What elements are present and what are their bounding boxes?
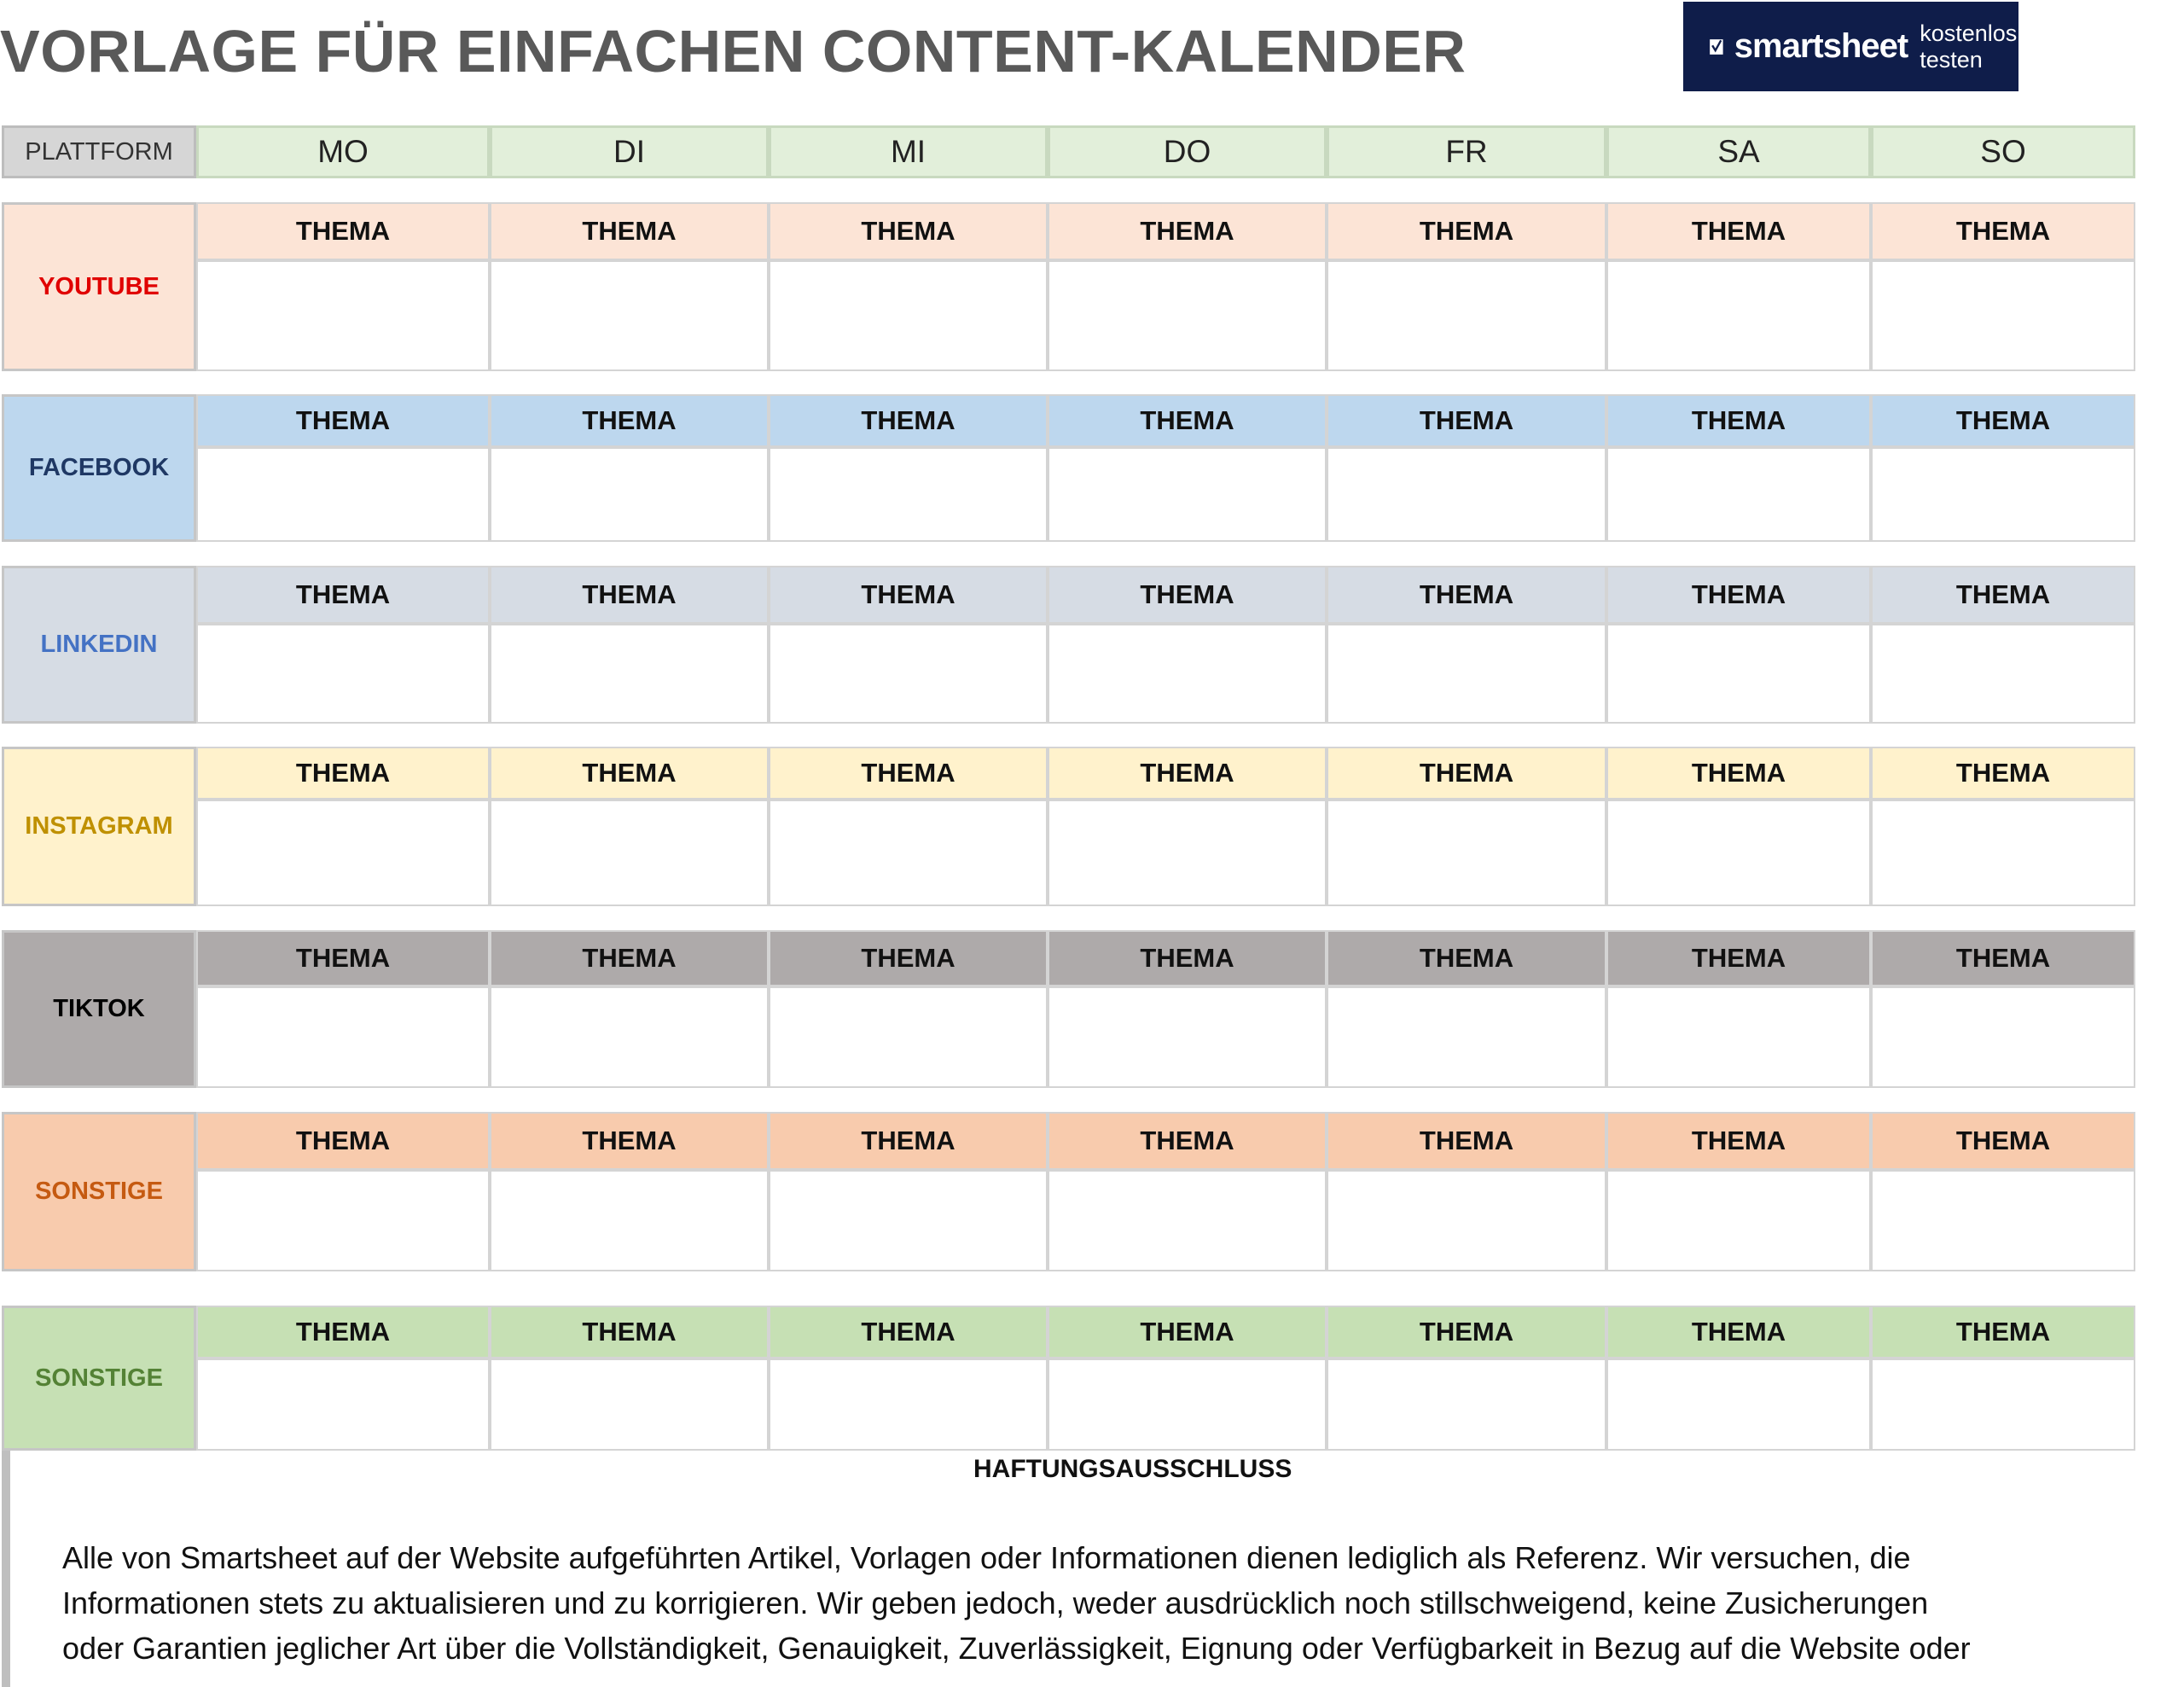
content-cell[interactable] <box>1871 260 2135 371</box>
content-cell[interactable] <box>1606 986 1871 1088</box>
platform-label-sonstige: SONSTIGE <box>2 1306 196 1451</box>
topic-cell[interactable]: THEMA <box>1327 202 1606 260</box>
content-cell[interactable] <box>1327 986 1606 1088</box>
topic-cell[interactable]: THEMA <box>1871 930 2135 986</box>
topic-cell[interactable]: THEMA <box>490 1306 769 1358</box>
topic-cell[interactable]: THEMA <box>1871 1112 2135 1170</box>
topic-cell[interactable]: THEMA <box>1048 1112 1327 1170</box>
platform-label-linkedin: LINKEDIN <box>2 566 196 724</box>
topic-cell[interactable]: THEMA <box>196 1306 490 1358</box>
topic-cell[interactable]: THEMA <box>1327 1306 1606 1358</box>
topic-cell[interactable]: THEMA <box>490 747 769 800</box>
topic-cell[interactable]: THEMA <box>196 747 490 800</box>
content-cell[interactable] <box>196 1358 490 1451</box>
content-cell[interactable] <box>196 260 490 371</box>
topic-cell[interactable]: THEMA <box>1048 747 1327 800</box>
header-platform: PLATTFORM <box>2 125 196 178</box>
topic-cell[interactable]: THEMA <box>1327 930 1606 986</box>
platform-label-sonstige: SONSTIGE <box>2 1112 196 1271</box>
content-cell[interactable] <box>769 986 1048 1088</box>
content-cell[interactable] <box>1606 447 1871 542</box>
topic-cell[interactable]: THEMA <box>1606 747 1871 800</box>
disclaimer-line: Alle von Smartsheet auf der Website aufgeführten Artikel, Vorlagen oder Informationen dienen lediglich als Referenz. Wir versuchen, die <box>62 1540 1911 1575</box>
day-header-mo: MO <box>196 125 490 178</box>
content-cell[interactable] <box>1871 1170 2135 1271</box>
content-cell[interactable] <box>1048 260 1327 371</box>
topic-cell[interactable]: THEMA <box>196 394 490 447</box>
topic-cell[interactable]: THEMA <box>490 566 769 624</box>
topic-cell[interactable]: THEMA <box>1048 202 1327 260</box>
content-cell[interactable] <box>1048 624 1327 724</box>
page-title: VORLAGE FÜR EINFACHEN CONTENT-KALENDER <box>0 18 1467 84</box>
content-cell[interactable] <box>490 260 769 371</box>
content-cell[interactable] <box>1048 800 1327 906</box>
content-cell[interactable] <box>196 800 490 906</box>
content-cell[interactable] <box>1327 800 1606 906</box>
content-cell[interactable] <box>1606 624 1871 724</box>
content-cell[interactable] <box>1871 1358 2135 1451</box>
topic-cell[interactable]: THEMA <box>1048 930 1327 986</box>
topic-cell[interactable]: THEMA <box>769 930 1048 986</box>
topic-cell[interactable]: THEMA <box>490 394 769 447</box>
content-cell[interactable] <box>196 447 490 542</box>
content-cell[interactable] <box>196 1170 490 1271</box>
content-cell[interactable] <box>1871 447 2135 542</box>
content-cell[interactable] <box>490 1170 769 1271</box>
logo-cta: kostenlos testen <box>1920 20 2018 73</box>
topic-cell[interactable]: THEMA <box>490 1112 769 1170</box>
content-cell[interactable] <box>1606 1170 1871 1271</box>
disclaimer-line: oder Garantien jeglicher Art über die Vollständigkeit, Genauigkeit, Zuverlässigkeit, Eignung oder Verfügbarkeit in Bezug auf die Website oder <box>62 1631 1971 1666</box>
topic-cell[interactable]: THEMA <box>196 1112 490 1170</box>
day-header-sa: SA <box>1606 125 1871 178</box>
content-cell[interactable] <box>1048 1358 1327 1451</box>
content-cell[interactable] <box>769 447 1048 542</box>
content-cell[interactable] <box>1606 260 1871 371</box>
topic-cell[interactable]: THEMA <box>1871 202 2135 260</box>
topic-cell[interactable]: THEMA <box>1048 1306 1327 1358</box>
disclaimer-title: HAFTUNGSAUSSCHLUSS <box>973 1455 1292 1483</box>
topic-cell[interactable]: THEMA <box>196 566 490 624</box>
day-header-do: DO <box>1048 125 1327 178</box>
content-cell[interactable] <box>490 800 769 906</box>
content-cell[interactable] <box>490 624 769 724</box>
platform-label-facebook: FACEBOOK <box>2 394 196 542</box>
content-cell[interactable] <box>1606 1358 1871 1451</box>
topic-cell[interactable]: THEMA <box>769 566 1048 624</box>
topic-cell[interactable]: THEMA <box>490 202 769 260</box>
day-header-mi: MI <box>769 125 1048 178</box>
topic-cell[interactable]: THEMA <box>196 930 490 986</box>
content-cell[interactable] <box>1871 986 2135 1088</box>
topic-cell[interactable]: THEMA <box>1871 747 2135 800</box>
topic-cell[interactable]: THEMA <box>1327 747 1606 800</box>
topic-cell[interactable]: THEMA <box>1048 394 1327 447</box>
smartsheet-logo-icon <box>1709 31 1724 63</box>
content-cell[interactable] <box>769 260 1048 371</box>
platform-label-youtube: YOUTUBE <box>2 202 196 371</box>
topic-cell[interactable]: THEMA <box>1048 566 1327 624</box>
platform-label-tiktok: TIKTOK <box>2 930 196 1088</box>
topic-cell[interactable]: THEMA <box>1606 394 1871 447</box>
topic-cell[interactable]: THEMA <box>1606 566 1871 624</box>
day-header-so: SO <box>1871 125 2135 178</box>
content-cell[interactable] <box>1606 800 1871 906</box>
content-cell[interactable] <box>1048 447 1327 542</box>
disclaimer-text <box>62 1535 2184 1671</box>
topic-cell[interactable]: THEMA <box>1871 1306 2135 1358</box>
content-cell[interactable] <box>1871 624 2135 724</box>
topic-cell[interactable]: THEMA <box>1871 566 2135 624</box>
day-header-di: DI <box>490 125 769 178</box>
content-cell[interactable] <box>490 986 769 1088</box>
content-cell[interactable] <box>490 1358 769 1451</box>
content-cell[interactable] <box>1327 1358 1606 1451</box>
content-cell[interactable] <box>1048 1170 1327 1271</box>
topic-cell[interactable]: THEMA <box>769 747 1048 800</box>
content-cell[interactable] <box>1871 800 2135 906</box>
content-cell[interactable] <box>769 800 1048 906</box>
content-cell[interactable] <box>1327 260 1606 371</box>
day-header-fr: FR <box>1327 125 1606 178</box>
topic-cell[interactable]: THEMA <box>1327 1112 1606 1170</box>
smartsheet-trial-button[interactable] <box>1683 2 2018 91</box>
topic-cell[interactable]: THEMA <box>490 930 769 986</box>
logo-brand: smartsheet <box>1734 27 1908 65</box>
topic-cell[interactable]: THEMA <box>1327 394 1606 447</box>
content-cell[interactable] <box>490 447 769 542</box>
disclaimer-line: Informationen stets zu aktualisieren und zu korrigieren. Wir geben jedoch, weder ausdrücklich noch stillschweigend, keine Zusicherungen <box>62 1585 1929 1620</box>
disclaimer-bar <box>2 1451 10 1687</box>
content-cell[interactable] <box>196 986 490 1088</box>
content-cell[interactable] <box>1327 624 1606 724</box>
topic-cell[interactable]: THEMA <box>1327 566 1606 624</box>
content-cell[interactable] <box>769 1170 1048 1271</box>
topic-cell[interactable]: THEMA <box>1606 202 1871 260</box>
content-cell[interactable] <box>1327 1170 1606 1271</box>
content-cell[interactable] <box>769 1358 1048 1451</box>
topic-cell[interactable]: THEMA <box>769 1306 1048 1358</box>
topic-cell[interactable]: THEMA <box>769 1112 1048 1170</box>
content-cell[interactable] <box>1327 447 1606 542</box>
topic-cell[interactable]: THEMA <box>769 202 1048 260</box>
topic-cell[interactable]: THEMA <box>769 394 1048 447</box>
topic-cell[interactable]: THEMA <box>1606 1112 1871 1170</box>
topic-cell[interactable]: THEMA <box>196 202 490 260</box>
topic-cell[interactable]: THEMA <box>1606 930 1871 986</box>
content-cell[interactable] <box>1048 986 1327 1088</box>
content-cell[interactable] <box>769 624 1048 724</box>
topic-cell[interactable]: THEMA <box>1606 1306 1871 1358</box>
content-cell[interactable] <box>196 624 490 724</box>
platform-label-instagram: INSTAGRAM <box>2 747 196 906</box>
topic-cell[interactable]: THEMA <box>1871 394 2135 447</box>
